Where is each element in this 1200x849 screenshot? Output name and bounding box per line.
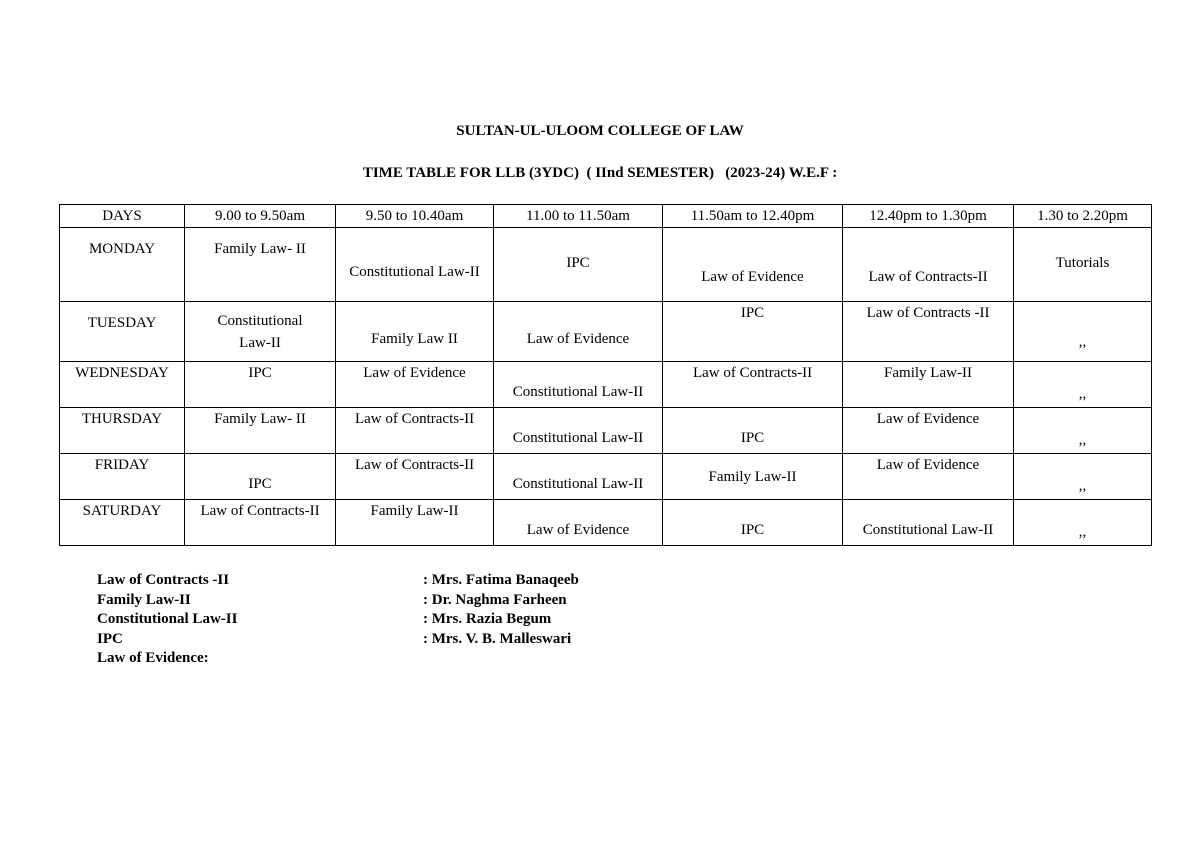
timetable-cell: Law of Contracts-II: [663, 362, 843, 408]
timetable-cell: Law of Evidence: [494, 500, 663, 546]
timetable-cell: IPC: [185, 454, 336, 500]
legend-teacher: : Mrs. V. B. Malleswari: [423, 630, 572, 647]
timetable-cell: Law of Contracts-II: [336, 408, 494, 454]
table-row-friday: [60, 454, 1152, 500]
timetable-cell: Family Law-II: [843, 362, 1014, 408]
day-cell: FRIDAY: [60, 454, 185, 500]
legend-teacher: : Mrs. Fatima Banaqeeb: [423, 572, 579, 588]
timetable-cell: ,,: [1014, 408, 1152, 454]
day-cell: THURSDAY: [60, 408, 185, 454]
timetable-subtitle: TIME TABLE FOR LLB (3YDC) ( IInd SEMESTER) (2023-24) W.E.F :: [362, 165, 838, 181]
legend-subject: IPC: [97, 630, 123, 647]
legend-subject: Family Law-II: [97, 591, 191, 608]
column-header-slot-1: 9.00 to 9.50am: [185, 205, 336, 228]
timetable-header-row: [60, 205, 1152, 228]
day-cell: SATURDAY: [60, 500, 185, 546]
timetable-cell: Constitutional Law-II: [843, 500, 1014, 546]
timetable-cell: Constitutional Law-II: [336, 228, 494, 302]
timetable-cell: Constitutional Law-II: [494, 454, 663, 500]
legend-row: [97, 571, 579, 591]
day-cell: MONDAY: [60, 228, 185, 302]
timetable-cell: ,,: [1014, 454, 1152, 500]
timetable-cell: Constitutional Law-II: [494, 362, 663, 408]
legend-subject: Law of Contracts -II: [97, 572, 230, 588]
timetable: [59, 204, 1152, 546]
timetable-cell: Law of Contracts-II: [843, 228, 1014, 302]
timetable-cell: ,,: [1014, 302, 1152, 362]
column-header-slot-3: 11.00 to 11.50am: [494, 205, 663, 228]
timetable-cell: Tutorials: [1014, 228, 1152, 302]
column-header-slot-4: 11.50am to 12.40pm: [663, 205, 843, 228]
timetable-cell: IPC: [494, 228, 663, 302]
timetable-cell: Law of Evidence: [494, 302, 663, 362]
timetable-cell: Law of Contracts-II: [336, 454, 494, 500]
table-row-thursday: [60, 408, 1152, 454]
table-row-tuesday: [60, 302, 1152, 362]
column-header-slot-6: 1.30 to 2.20pm: [1014, 205, 1152, 228]
day-cell: TUESDAY: [60, 302, 185, 362]
timetable-cell: Law of Evidence: [843, 454, 1014, 500]
timetable-cell: IPC: [663, 500, 843, 546]
legend-teacher: : Dr. Naghma Farheen: [423, 591, 567, 608]
table-row-saturday: [60, 500, 1152, 546]
table-row-wednesday: [60, 362, 1152, 408]
timetable-cell: Family Law- II: [185, 408, 336, 454]
timetable-cell: IPC: [663, 302, 843, 362]
timetable-cell: Constitutional Law-II: [494, 408, 663, 454]
timetable-cell: Law of Contracts -II: [843, 302, 1014, 362]
legend-row: [97, 630, 579, 650]
timetable-cell: IPC: [185, 362, 336, 408]
table-row-monday: [60, 228, 1152, 302]
legend-subject: Constitutional Law-II: [97, 611, 238, 627]
timetable-cell: Law of Evidence: [336, 362, 494, 408]
column-header-slot-2: 9.50 to 10.40am: [336, 205, 494, 228]
timetable-cell: Law of Evidence: [663, 228, 843, 302]
faculty-legend: [97, 571, 579, 669]
timetable-cell: Family Law II: [336, 302, 494, 362]
column-header-days: DAYS: [60, 205, 185, 228]
timetable-cell: ,,: [1014, 500, 1152, 546]
timetable-cell: Law of Contracts-II: [185, 500, 336, 546]
timetable-cell: Family Law-II: [663, 454, 843, 500]
college-title: SULTAN-UL-ULOOM COLLEGE OF LAW: [456, 123, 744, 139]
legend-row: [97, 610, 579, 630]
timetable-cell: Family Law-II: [336, 500, 494, 546]
timetable-cell: IPC: [663, 408, 843, 454]
timetable-cell: Family Law- II: [185, 228, 336, 302]
timetable-cell: Law of Evidence: [843, 408, 1014, 454]
legend-teacher: : Mrs. Razia Begum: [423, 611, 552, 627]
timetable-cell: Constitutional Law-II: [185, 302, 336, 362]
column-header-slot-5: 12.40pm to 1.30pm: [843, 205, 1014, 228]
timetable-cell: ,,: [1014, 362, 1152, 408]
legend-row: [97, 591, 579, 611]
day-cell: WEDNESDAY: [60, 362, 185, 408]
legend-subject: Law of Evidence:: [97, 650, 209, 666]
legend-row: [97, 649, 579, 669]
